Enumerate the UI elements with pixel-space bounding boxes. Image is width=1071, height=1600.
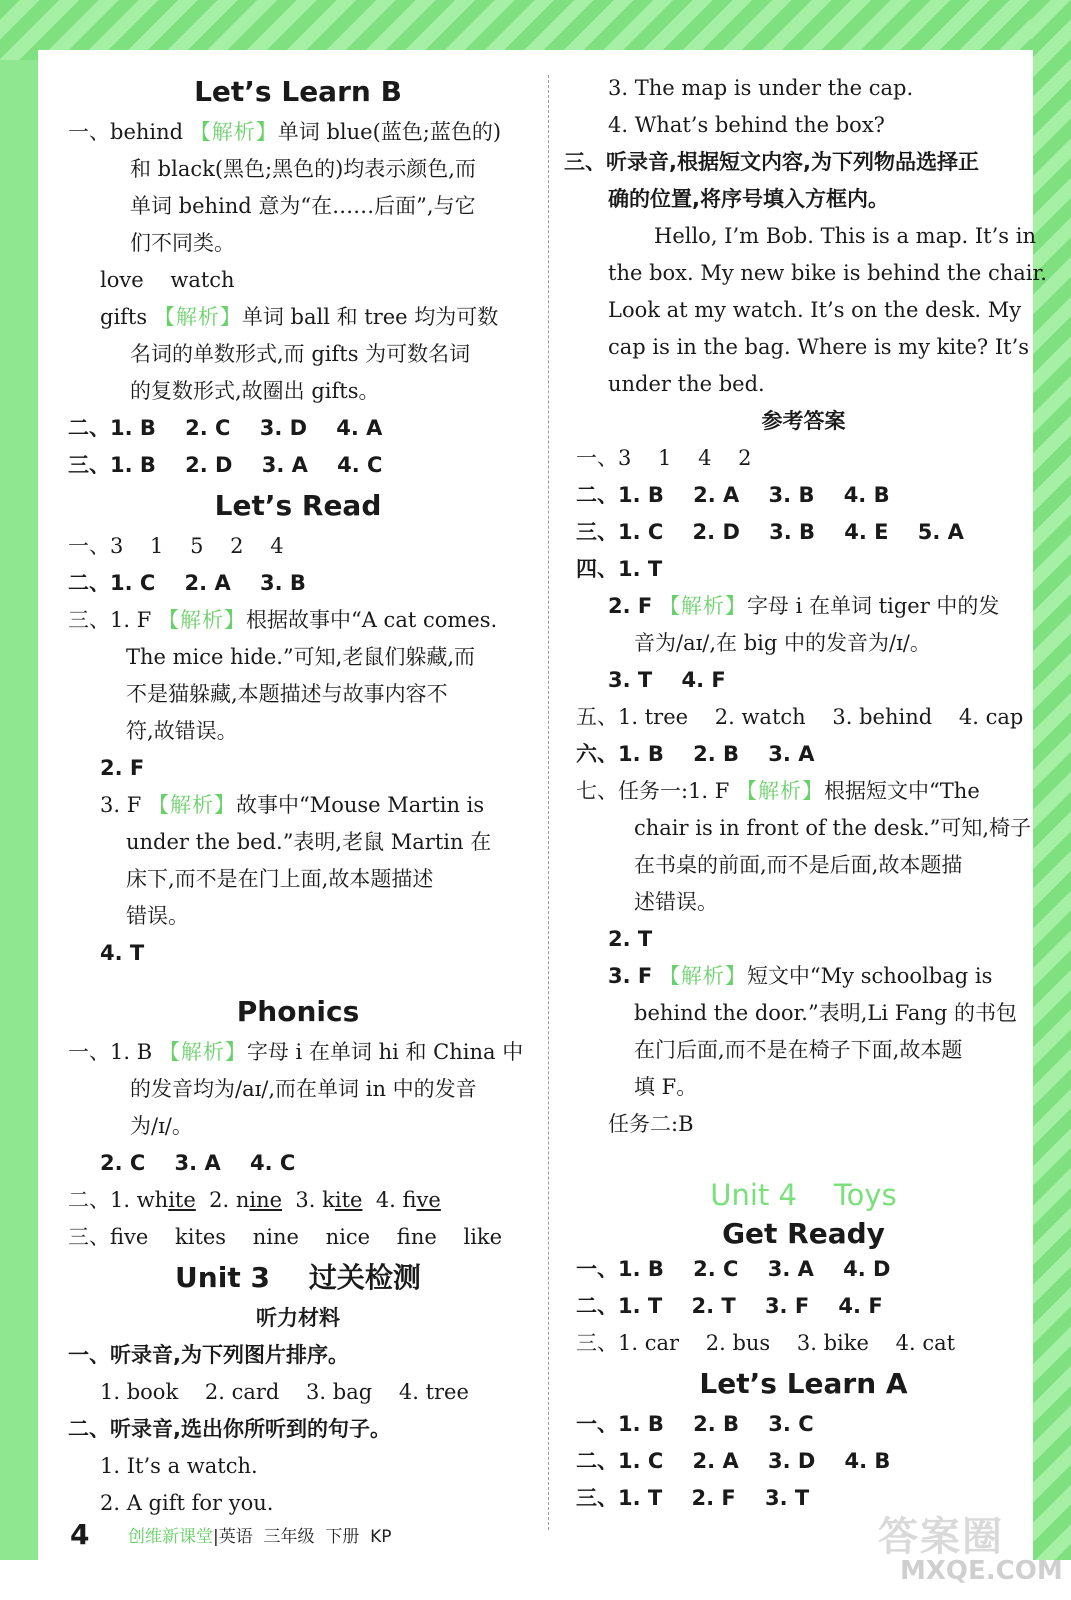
section-title-unit3-test: Unit 3 过关检测 <box>175 1261 421 1294</box>
answer-line: 在书桌的前面,而不是后面,故本题描 <box>634 853 963 877</box>
page-frame-left <box>0 0 40 1600</box>
book-info: |英语 三年级 下册 KP <box>213 1527 392 1547</box>
answer-line: 任务二:B <box>608 1112 694 1136</box>
answer-line: 3. The map is under the cap. <box>608 76 914 100</box>
answer-line: chair is in front of the desk.”可知,椅子 <box>634 816 1032 840</box>
answer-line: love watch <box>100 268 235 292</box>
answer-line: 2. C 3. A 4. C <box>100 1151 296 1175</box>
answer-line: 一、3 1 5 2 4 <box>68 534 284 558</box>
analysis-tag: 【解析】 <box>158 1040 247 1064</box>
question-line: 一、听录音,为下列图片排序。 <box>68 1343 349 1367</box>
answer-line: 二、1. B 2. A 3. B 4. B <box>576 483 890 507</box>
analysis-tag: 【解析】 <box>147 793 236 817</box>
answer-line: 三、1. C 2. D 3. B 4. E 5. A <box>576 520 964 544</box>
answer-line: behind the door.”表明,Li Fang 的书包 <box>634 1001 1018 1025</box>
answer-line: 音为/aɪ/,在 big 中的发音为/ɪ/。 <box>634 631 931 655</box>
answer-line: 不是猫躲藏,本题描述与故事内容不 <box>126 682 448 706</box>
answer-line: 3. T 4. F <box>608 668 726 692</box>
section-title-lets-read: Let’s Read <box>214 489 382 522</box>
answer-line: 符,故错误。 <box>126 719 238 743</box>
analysis-tag: 【解析】 <box>157 608 246 632</box>
answer-line: 一、1. B 2. C 3. A 4. D <box>576 1257 891 1281</box>
question-line: 确的位置,将序号填入方框内。 <box>608 187 889 211</box>
analysis-tag: 【解析】 <box>153 305 242 329</box>
brand-name: 创维新课堂 <box>128 1527 213 1547</box>
answer-line: 的发音均为/aɪ/,而在单词 in 中的发音 <box>130 1077 477 1101</box>
answer-line: 4. T <box>100 941 145 965</box>
passage-line: Look at my watch. It’s on the desk. My <box>608 298 1022 322</box>
answer-line: 名词的单数形式,而 gifts 为可数名词 <box>130 342 471 366</box>
answer-line: 3. F 【解析】故事中“Mouse Martin is <box>100 793 485 817</box>
answer-line: 七、任务一:1. F 【解析】根据短文中“The <box>576 779 980 803</box>
answer-line: 3. F 【解析】短文中“My schoolbag is <box>608 964 993 988</box>
right-column <box>564 70 1047 1517</box>
answer-line: 三、1. T 2. F 3. T <box>576 1486 810 1510</box>
answer-line: 2. T <box>608 927 653 951</box>
answer-line: 二、1. white 2. nine 3. kite 4. five <box>68 1188 441 1212</box>
answer-line: 床下,而不是在门上面,故本题描述 <box>126 867 434 891</box>
answer-line: 二、1. B 2. C 3. D 4. A <box>68 416 383 440</box>
passage-line: cap is in the bag. Where is my kite? It’s <box>608 335 1030 359</box>
answer-line: 2. F 【解析】字母 i 在单词 tiger 中的发 <box>608 594 1000 618</box>
answer-line: 4. What’s behind the box? <box>608 113 885 137</box>
answer-line: 三、1. F 【解析】根据故事中“A cat comes. <box>68 608 498 632</box>
answer-line: 一、3 1 4 2 <box>576 446 752 470</box>
section-title-lets-learn-b: Let’s Learn B <box>194 75 402 108</box>
section-title-get-ready: Get Ready <box>722 1217 885 1250</box>
page-number: 4 <box>70 1518 90 1551</box>
answer-line: 二、1. T 2. T 3. F 4. F <box>576 1294 883 1318</box>
answer-line: 六、1. B 2. B 3. A <box>576 742 815 766</box>
answer-line: 二、1. C 2. A 3. D 4. B <box>576 1449 891 1473</box>
answer-line: 在门后面,而不是在椅子下面,故本题 <box>634 1038 963 1062</box>
subtitle-listening-material: 听力材料 <box>256 1306 340 1330</box>
answer-line: 2. A gift for you. <box>100 1491 274 1515</box>
answer-line: 一、behind 【解析】单词 blue(蓝色;蓝色的) <box>68 120 502 144</box>
answer-line: 2. F <box>100 756 145 780</box>
watermark-url: MXQE.COM <box>900 1556 1063 1586</box>
answer-line: under the bed.”表明,老鼠 Martin 在 <box>126 830 492 854</box>
answer-line: 1. book 2. card 3. bag 4. tree <box>100 1380 469 1404</box>
answer-line: 三、1. B 2. D 3. A 4. C <box>68 453 383 477</box>
answer-line: 四、1. T <box>576 557 663 581</box>
analysis-tag: 【解析】 <box>189 120 278 144</box>
section-title-phonics: Phonics <box>236 995 360 1028</box>
answer-line: 们不同类。 <box>130 231 235 255</box>
left-column <box>68 70 528 1522</box>
answer-line: 填 F。 <box>634 1075 698 1099</box>
answer-line: 的复数形式,故圈出 gifts。 <box>130 379 380 403</box>
page-frame-right <box>1031 0 1071 1600</box>
answer-line: 为/ɪ/。 <box>130 1114 193 1138</box>
analysis-tag: 【解析】 <box>658 964 747 988</box>
answer-line: 错误。 <box>126 904 189 928</box>
answer-line: 五、1. tree 2. watch 3. behind 4. cap <box>576 705 1024 729</box>
passage-line: under the bed. <box>608 372 765 396</box>
subtitle-reference-answers: 参考答案 <box>761 409 846 433</box>
answer-line: 单词 behind 意为“在……后面”,与它 <box>130 194 476 218</box>
answer-line: 二、1. C 2. A 3. B <box>68 571 306 595</box>
answer-line: The mice hide.”可知,老鼠们躲藏,而 <box>126 645 476 669</box>
answer-line: 三、1. car 2. bus 3. bike 4. cat <box>576 1331 956 1355</box>
analysis-tag: 【解析】 <box>736 779 825 803</box>
answer-line: 述错误。 <box>634 890 718 914</box>
analysis-tag: 【解析】 <box>658 594 747 618</box>
passage-line: the box. My new bike is behind the chair. <box>608 261 1047 285</box>
question-line: 二、听录音,选出你所听到的句子。 <box>68 1417 391 1441</box>
footer-brand <box>128 1522 392 1547</box>
answer-line: 一、1. B 【解析】字母 i 在单词 hi 和 China 中 <box>68 1040 524 1064</box>
question-line: 三、听录音,根据短文内容,为下列物品选择正 <box>564 150 979 174</box>
column-divider <box>548 75 549 1530</box>
answer-line: 一、1. B 2. B 3. C <box>576 1412 814 1436</box>
answer-line: gifts 【解析】单词 ball 和 tree 均为可数 <box>100 305 499 329</box>
passage-line: Hello, I’m Bob. This is a map. It’s in <box>654 224 1036 248</box>
answer-line: 三、five kites nine nice fine like <box>68 1225 503 1249</box>
watermark-logo: 答案圈 <box>878 1514 1004 1560</box>
section-title-lets-learn-a: Let’s Learn A <box>699 1367 908 1400</box>
section-title-unit4-toys: Unit 4 Toys <box>710 1178 897 1212</box>
answer-line: 1. It’s a watch. <box>100 1454 258 1478</box>
answer-line: 和 black(黑色;黑色的)均表示颜色,而 <box>130 157 476 181</box>
